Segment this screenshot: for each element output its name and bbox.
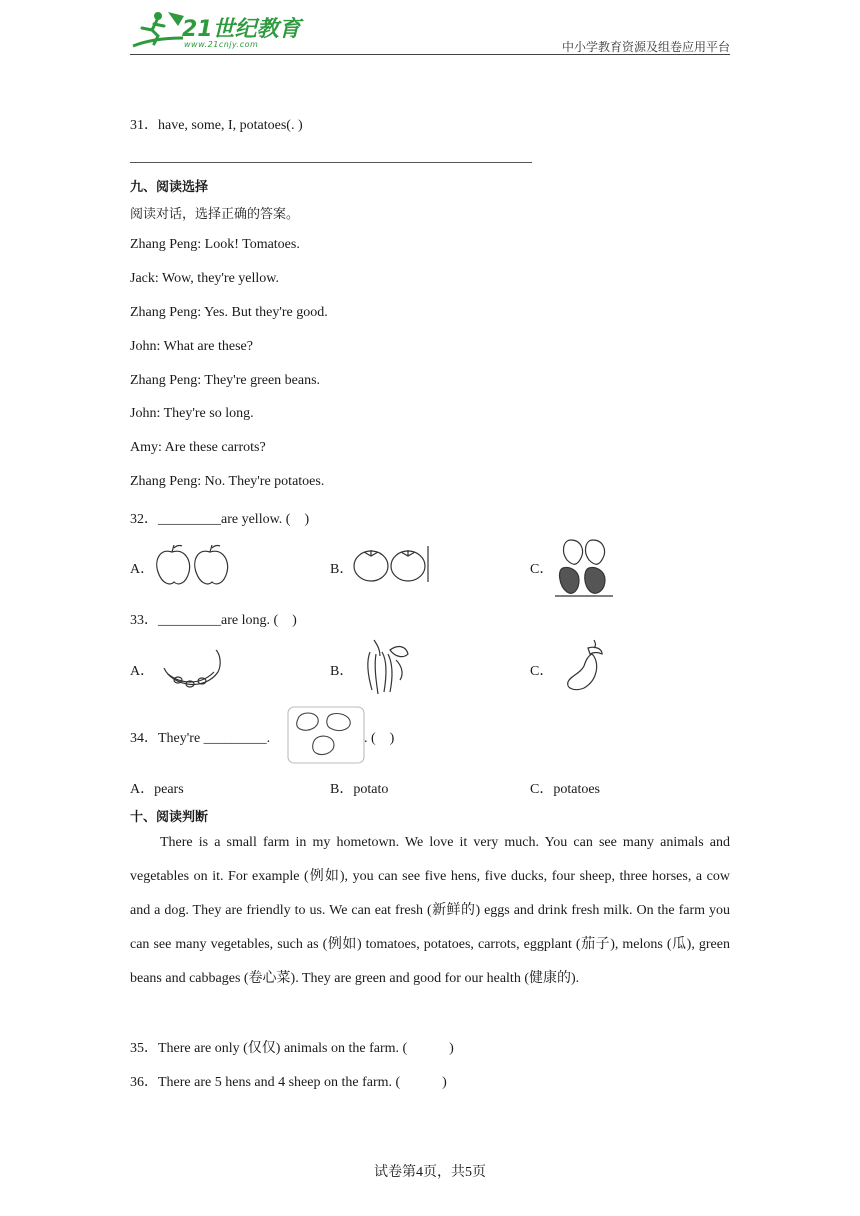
dialogue-line: Zhang Peng: They're green beans. bbox=[130, 373, 321, 388]
potatoes-icon bbox=[286, 705, 366, 765]
header-rule bbox=[130, 54, 730, 55]
option-32-a[interactable]: A． bbox=[130, 562, 155, 577]
section-10-title: 十、阅读判断 bbox=[130, 810, 209, 825]
dialogue-line: Zhang Peng: Look! Tomatoes. bbox=[130, 237, 300, 252]
question-34-stem: 34．They're _________. bbox=[130, 731, 271, 746]
dialogue-line: John: What are these? bbox=[130, 339, 253, 354]
option-33-b[interactable]: B． bbox=[330, 664, 354, 679]
section-9-instruction: 阅读对话，选择正确的答案。 bbox=[130, 207, 300, 222]
long-beans-icon bbox=[360, 636, 414, 698]
dialogue-line: Zhang Peng: Yes. But they're good. bbox=[130, 305, 328, 320]
question-35: 35．There are only (仅仅) animals on the farm. ( ) bbox=[130, 1041, 454, 1056]
dialogue-line: John: They're so long. bbox=[130, 406, 254, 421]
header bbox=[128, 6, 730, 56]
dialogue-line: Jack: Wow, they're yellow. bbox=[130, 271, 280, 286]
runner-logo-icon bbox=[128, 8, 188, 52]
eggplant-icon bbox=[560, 636, 610, 692]
reading-passage: There is a small farm in my hometown. We love it very much. You can see many animals and vegetables on it. For example (例如), you can see five hens, five ducks, four sheep, three horses, a cow and a dog. They are friendly to us. We can eat fresh (新鲜的) eggs and drink fresh milk. On the farm you can see many vegetables, such as (例如) tomatoes, potatoes, carrots, eggplant (茄子), melons (瓜), green beans and cabbages (卷心菜). They are green and good for our health (健康的). bbox=[130, 835, 730, 986]
question-33-stem: 33．_________are long. ( ) bbox=[130, 613, 297, 628]
dialogue-line: Amy: Are these carrots? bbox=[130, 440, 266, 455]
platform-name: 中小学教育资源及组卷应用平台 bbox=[561, 40, 730, 54]
dialogue-line: Zhang Peng: No. They're potatoes. bbox=[130, 474, 325, 489]
question-32-stem: 32．_________are yellow. ( ) bbox=[130, 512, 310, 527]
question-36: 36．There are 5 hens and 4 sheep on the farm. ( ) bbox=[130, 1075, 447, 1090]
apples-icon bbox=[152, 542, 232, 588]
option-33-c[interactable]: C． bbox=[530, 664, 554, 679]
green-beans-icon bbox=[160, 646, 224, 694]
option-32-b[interactable]: B． bbox=[330, 562, 354, 577]
question-31: 31．have, some, I, potatoes(. ) bbox=[130, 118, 303, 133]
option-33-a[interactable]: A． bbox=[130, 664, 155, 679]
strawberries-icon bbox=[553, 536, 615, 598]
question-34-bracket: . ( ) bbox=[364, 731, 395, 746]
logo-url: www.21cnjy.com bbox=[184, 40, 259, 49]
option-34-a[interactable]: A．pears bbox=[130, 782, 184, 797]
option-34-c[interactable]: C．potatoes bbox=[530, 782, 600, 797]
page-number: 试卷第4页，共5页 bbox=[374, 1165, 486, 1180]
logo-text: 21世纪教育 bbox=[182, 17, 301, 42]
option-34-b[interactable]: B．potato bbox=[330, 782, 389, 797]
option-32-c[interactable]: C． bbox=[530, 562, 554, 577]
answer-line-31 bbox=[130, 162, 532, 163]
tomatoes-icon bbox=[352, 544, 430, 584]
section-9-title: 九、阅读选择 bbox=[130, 180, 209, 195]
